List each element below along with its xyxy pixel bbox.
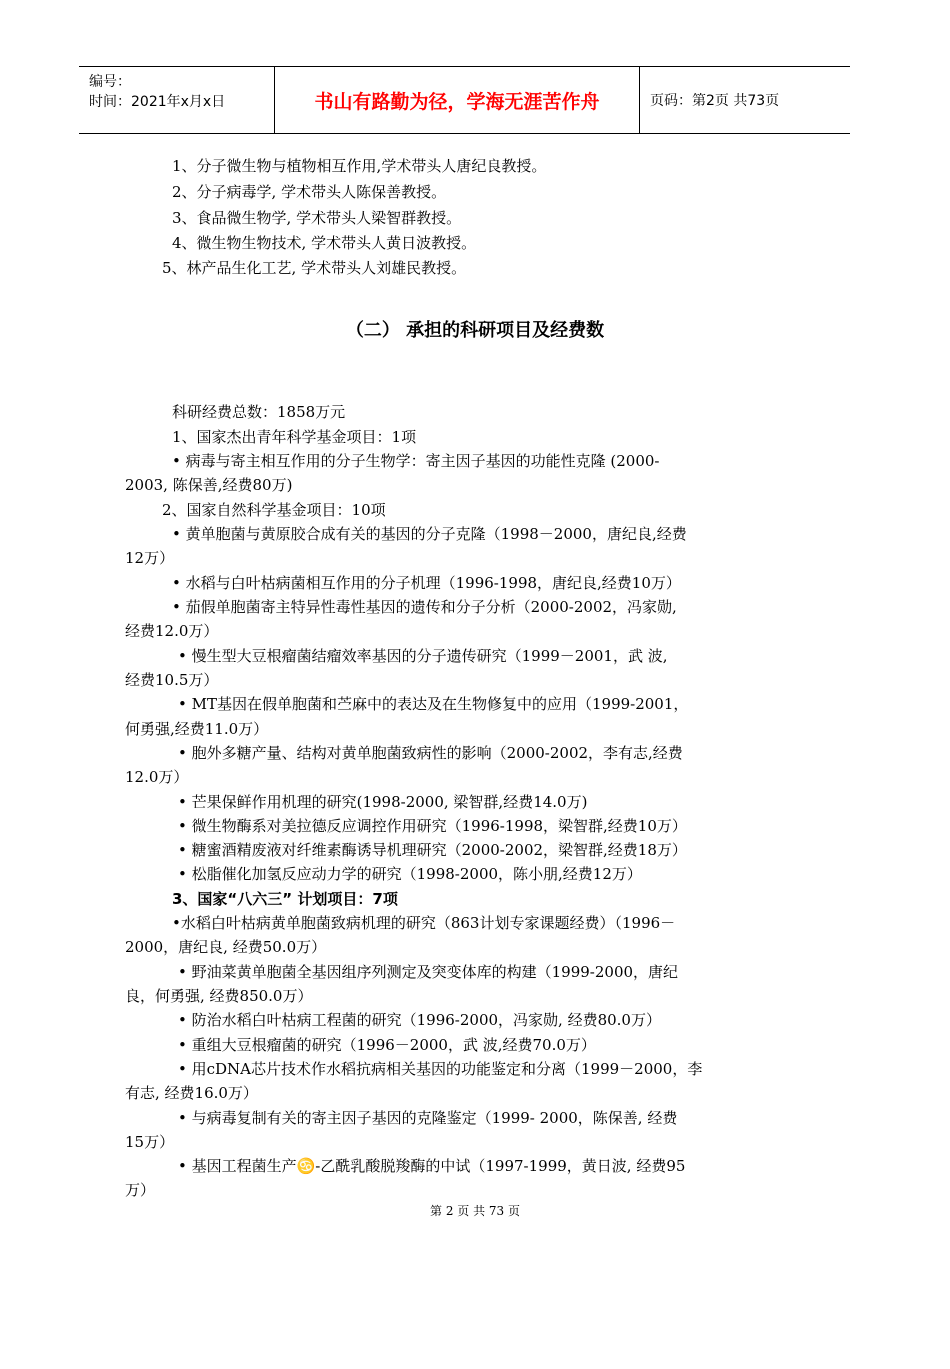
body-line: • 基因工程菌生产♋-乙酰乳酸脱羧酶的中试（1997-1999，黄日波, 经费95	[178, 1157, 686, 1175]
body-line: 3、国家“八六三” 计划项目：7项	[172, 890, 398, 908]
body-line: • 与病毒复制有关的寄主因子基因的克隆鉴定（1999- 2000，陈保善, 经费	[178, 1109, 678, 1127]
doc-time-label: 时间：2021年x月x日	[89, 94, 226, 110]
body-line: • 病毒与寄主相互作用的分子生物学：寄主因子基因的功能性克隆 (2000-	[172, 452, 660, 470]
body-line: 12.0万）	[125, 768, 189, 786]
header-page-label: 页码：第2页 共73页	[650, 93, 780, 109]
body-line: 经费12.0万）	[125, 622, 219, 640]
body-line: • MT基因在假单胞菌和苎麻中的表达及在生物修复中的应用（1999-2001，	[178, 695, 689, 713]
body-line: • 防治水稻白叶枯病工程菌的研究（1996-2000，冯家勋, 经费80.0万）	[178, 1011, 661, 1029]
body-line: 2000，唐纪良, 经费50.0万）	[125, 938, 327, 956]
leader-line: 2、分子病毒学, 学术带头人陈保善教授。	[172, 183, 447, 201]
body-line: • 胞外多糖产量、结构对黄单胞菌致病性的影响（2000-2002，李有志,经费	[178, 744, 683, 762]
body-line: 有志, 经费16.0万）	[125, 1084, 258, 1102]
page-footer: 第 2 页 共 73 页	[430, 1204, 520, 1218]
body-line: 良，何勇强, 经费850.0万）	[125, 987, 313, 1005]
section-title: （二） 承担的科研项目及经费数	[345, 320, 605, 341]
body-line: • 黄单胞菌与黄原胶合成有关的基因的分子克隆（1998－2000，唐纪良,经费	[172, 525, 687, 543]
leader-line: 1、分子微生物与植物相互作用,学术带头人唐纪良教授。	[172, 157, 547, 175]
leader-line: 3、食品微生物学, 学术带头人梁智群教授。	[172, 209, 462, 227]
body-line: 12万）	[125, 549, 175, 567]
body-line: • 慢生型大豆根瘤菌结瘤效率基因的分子遗传研究（1999－2001，武 波,	[178, 647, 668, 665]
leader-line: 5、林产品生化工艺, 学术带头人刘雄民教授。	[162, 259, 467, 277]
body-line: •水稻白叶枯病黄单胞菌致病机理的研究（863计划专家课题经费）（1996－	[172, 914, 676, 932]
body-line: • 重组大豆根瘤菌的研究（1996－2000，武 波,经费70.0万）	[178, 1036, 596, 1054]
body-line: 2、国家自然科学基金项目：10项	[162, 501, 386, 519]
body-line: 万）	[125, 1181, 156, 1199]
body-line: • 糖蜜酒精废液对纤维素酶诱导机理研究（2000-2002，梁智群,经费18万）	[178, 841, 687, 859]
leader-line: 4、微生物生物技术, 学术带头人黄日波教授。	[172, 234, 477, 252]
body-line: • 水稻与白叶枯病菌相互作用的分子机理（1996-1998，唐纪良,经费10万）	[172, 574, 681, 592]
body-line: • 微生物酶系对美拉德反应调控作用研究（1996-1998，梁智群,经费10万）	[178, 817, 687, 835]
body-line: • 松脂催化加氢反应动力学的研究（1998-2000，陈小朋,经费12万）	[178, 865, 642, 883]
body-line: 经费10.5万）	[125, 671, 219, 689]
body-line: 1、国家杰出青年科学基金项目：1项	[172, 428, 417, 446]
body-line: 2003, 陈保善,经费80万)	[125, 476, 293, 494]
body-line: 何勇强,经费11.0万）	[125, 720, 269, 738]
body-line: 科研经费总数：1858万元	[172, 403, 346, 421]
body-line: • 茄假单胞菌寄主特异性毒性基因的遗传和分子分析（2000-2002，冯家勋,	[172, 598, 677, 616]
body-line: • 野油菜黄单胞菌全基因组序列测定及突变体库的构建（1999-2000，唐纪	[178, 963, 679, 981]
header-motto: 书山有路勤为径，学海无涯苦作舟	[275, 67, 640, 133]
body-line: • 芒果保鲜作用机理的研究(1998-2000, 梁智群,经费14.0万)	[178, 793, 588, 811]
header-meta-cell	[79, 67, 275, 133]
doc-number-label: 编号：	[89, 74, 131, 90]
header-table	[79, 66, 850, 134]
body-line: • 用cDNA芯片技术作水稻抗病相关基因的功能鉴定和分离（1999－2000，李	[178, 1060, 703, 1078]
body-line: 15万）	[125, 1133, 175, 1151]
